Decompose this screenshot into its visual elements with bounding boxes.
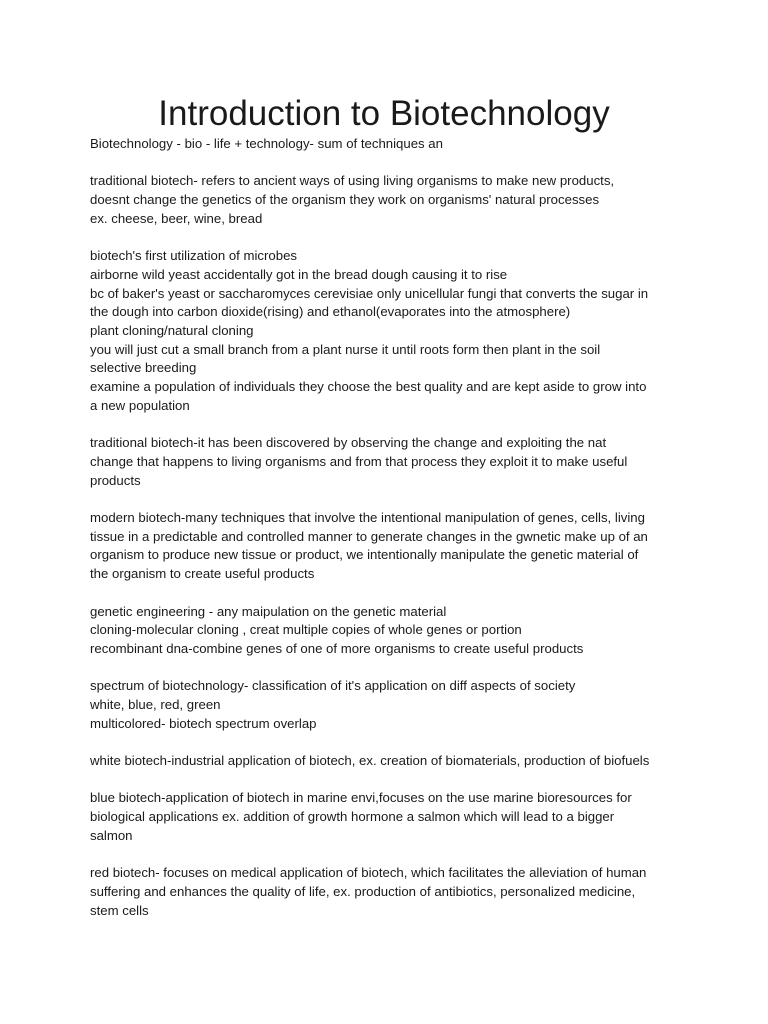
text-line: doesnt change the genetics of the organism they work on organisms' natural processes [90,192,600,208]
document-body [90,135,690,939]
paragraph-modern-biotech [90,509,690,584]
text-line: blue biotech-application of biotech in marine envi,focuses on the use marine bioresources for [90,790,632,806]
text-line: salmon [90,827,133,843]
text-line: plant cloning/natural cloning [90,323,254,338]
page-title: Introduction to Biotechnology [158,94,610,133]
text-line: biotech's first utilization of microbes [90,248,298,264]
paragraph-spectrum [90,677,690,733]
text-line: cloning-molecular cloning , creat multiple copies of whole genes or portion [90,622,522,638]
text-line: white biotech-industrial application of biotech, ex. creation of biomaterials, production of biofuels [90,753,650,769]
text-line: bc of baker's yeast or saccharomyces cerevisiae only unicellular fungi that converts the sugar in [90,285,649,301]
text-line: ex. cheese, beer, wine, bread [90,210,263,226]
text-line: biological applications ex. addition of growth hormone a salmon which will lead to a bigger [90,809,615,825]
text-line: genetic engineering - any maipulation on the genetic material [90,603,447,619]
paragraph-traditional-biotech [90,172,690,228]
text-line: modern biotech-many techniques that involve the intentional manipulation of genes, cells, living [90,510,645,525]
text-line: recombinant dna-combine genes of one of more organisms to create useful products [90,640,584,656]
text-line: change that happens to living organisms and from that process they exploit it to make useful [90,453,628,469]
paragraph-red-biotech [90,864,690,920]
text-line: stem cells [90,902,149,918]
text-line: examine a population of individuals they choose the best quality and are kept aside to grow into [90,379,647,395]
paragraph-definition [90,135,690,154]
paragraph-white-biotech [90,752,690,771]
text-line: tissue in a predictable and controlled manner to generate changes in the gwnetic make up of an [90,528,648,544]
paragraph-blue-biotech [90,789,690,845]
text-line: the organism to create useful products [90,566,315,582]
text-line: the dough into carbon dioxide(rising) and ethanol(evaporates into the atmosphere) [90,304,571,320]
text-line: red biotech- focuses on medical application of biotech, which facilitates the alleviation of human [90,865,647,881]
text-line: airborne wild yeast accidentally got in the bread dough causing it to rise [90,266,508,282]
text-line: suffering and enhances the quality of life, ex. production of antibiotics, personalized medicine, [90,883,636,899]
text-line: a new population [90,397,190,413]
text-line: products [90,472,141,488]
text-line: organism to produce new tissue or product, we intentionally manipulate the genetic material of [90,547,639,563]
text-line: white, blue, red, green [90,697,221,712]
text-line: Biotechnology - bio - life + technology- sum of techniques an [90,136,443,151]
paragraph-traditional-discovery [90,434,690,490]
text-line: spectrum of biotechnology- classification of it's application on diff aspects of society [90,678,576,694]
text-line: you will just cut a small branch from a plant nurse it until roots form then plant in the soil [90,341,601,357]
text-line: traditional biotech-it has been discovered by observing the change and exploiting the nat [90,435,607,451]
text-line: selective breeding [90,360,197,376]
text-line: multicolored- biotech spectrum overlap [90,715,317,731]
paragraph-genetic-engineering [90,603,690,659]
paragraph-microbes [90,247,690,415]
text-line: traditional biotech- refers to ancient ways of using living organisms to make new products, [90,173,615,189]
